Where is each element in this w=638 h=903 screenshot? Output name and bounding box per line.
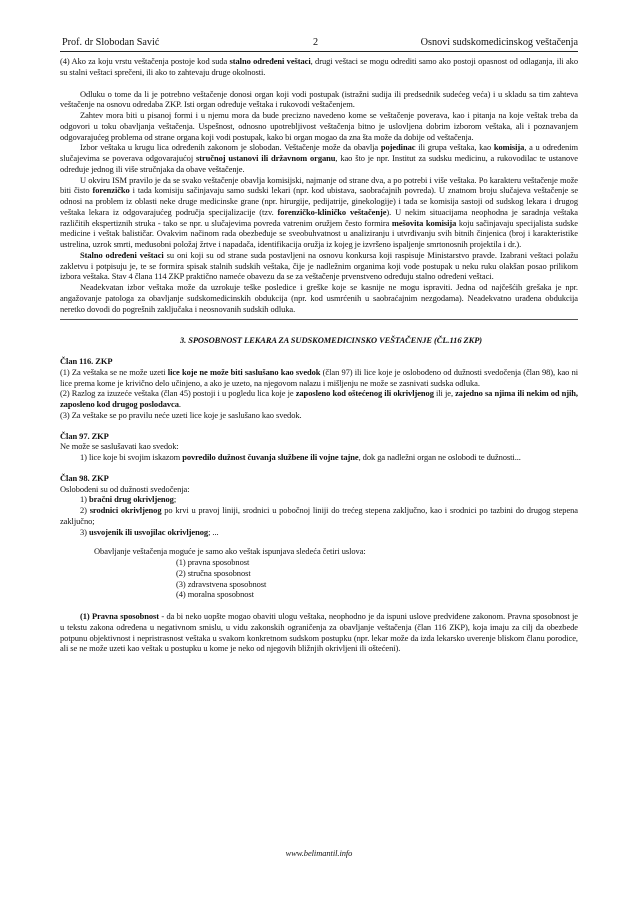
intro-paragraph-6: Stalno određeni veštaci su oni koji su od strane suda postavljeni na osnovu konkursa koji raspisuje Ministarstvo pravde. Izabrani veštaci polažu zakletvu i potpisuju je, te se formira spisak stalnih sudskih veštaka, čije je nadležnim organima koji vode postupak u neku ruku olakšan posao prilikom izbora veštaka. Stav 4 člana 114 ZKP praktično nameće obavezu da se za veštačenje prvenstveno određuju stalno određeni veštaci. <box>60 249 578 282</box>
intro-paragraph-5: U okviru ISM pravilo je da se svako veštačenje obavlja komisijski, najmanje od strane dva, a po potrebi i više veštaka. Po karakteru veštačenje može biti čisto forenzičko i tada komisiju sačinjavaju samo sudski lekari (npr. kod ubistava, saobraćajnih povreda). U znatnom broju slučajeva veštačenje se odnosi na problem iz oblasti neke druge medicinske grane (npr. hirurgije, pedijatrije, ginekologije) i tada se komisija sastoji od sudskog lekara i drugog veštaka lekara iz odgovarajućeg područja specijalizacije (tzv. forenzičko-kliničko veštačenje). U nekim situacijama neophodna je saradnja veštaka različitih ekspertiznih struka - tako se npr. u slučajevima povreda vatrenim oružjem često formira mešovita komisija koju sačinjavaju specijalista sudske medicine i veštak balističar. Ovakvim načinom rada obezbeđuje se sveobuhvatnost u analiziranju i utvrđivanju svih bitnih činjenica (broj i karakteristike ustrelina, uzrok smrti, međusobni položaj žrtve i napadača, identifikacija oružja iz kojeg je izvršeno ispaljenje smrtonosnih projektila i dr.). <box>60 174 579 249</box>
header-author: Prof. dr Slobodan Savić <box>62 37 160 48</box>
article-116-paragraph-2: (2) Razlog za izuzeće veštaka (član 45) postoji i u pogledu lica koje je zaposleno kod oštećenog ili okrivljenog ili je, zajedno sa njima ili nekim od njih, zaposleno kod drugog poslodavca. <box>60 388 578 409</box>
intro-paragraph-1: (4) Ako za koju vrstu veštačenja postoje kod suda stalno određeni veštaci, drugi veštaci se mogu odrediti samo ako postoji opasnost od odlaganja, ili ako su stalni veštaci sprečeni, ili ako to zahtevaju druge okolnosti. <box>60 56 578 77</box>
conditions-lead: Obavljanje veštačenja moguće je samo ako veštak ispunjava sledeća četiri uslova: <box>94 546 366 557</box>
document-body <box>60 56 578 654</box>
condition-item: (3) zdravstvena sposobnost <box>176 578 267 589</box>
header-title: Osnovi sudskomedicinskog veštačenja <box>420 37 578 48</box>
article-116-heading: Član 116. ZKP <box>60 356 113 366</box>
article-97-heading: Član 97. ZKP <box>60 430 109 441</box>
article-116-paragraph-1: (1) Za veštaka se ne može uzeti lice koje ne može biti saslušano kao svedok (član 97) ili lice koje je oslobođeno od dužnosti svedočenja (član 98), kao ni lice prema kome je krivično delo učinjeno, a ako je uzeto, na njegovom nalazu i mišljenju ne može se zasnivati sudska odluka. <box>60 366 579 388</box>
article-98-heading: Član 98. ZKP <box>60 472 109 483</box>
intro-paragraph-4: Izbor veštaka u krugu lica određenih zakonom je slobodan. Veštačenje može da obavlja pojedinac ili grupa veštaka, kao komisija, a u određenim slučajevima se poverava odgovarajućoj stručnoj ustanovi ili državnom organu, kao što je npr. Institut za sudsku medicinu, a rukovodilac te ustanove određuje jednog ili više stručnjaka da obave veštačenje. <box>60 142 578 174</box>
article-98-lead: Oslobođeni su od dužnosti svedočenja: <box>60 483 190 494</box>
intro-paragraph-7: Neadekvatan izbor veštaka može da uzrokuje teške posledice i greške koje se kasnije ne mogu ispraviti. Jedna od najčešćih grešaka je npr. angažovanje patologa za obavljanje sudskomedicinskih obdukcija (npr. kod usmrćenih u saobraćajnim nezgodama). Neadekvatno urađena obdukcija neretko dovodi do pogrešnih zaključaka i neosnovanih sudskih odluka. <box>60 282 578 314</box>
header-page-number: 2 <box>313 37 319 48</box>
header-rule <box>60 51 578 52</box>
article-97-item-1: 1) lice koje bi svojim iskazom povredilo dužnost čuvanja službene ili vojne tajne, dok ga nadležni organ ne oslobodi te dužnosti... <box>80 452 521 462</box>
condition-item: (2) stručna sposobnost <box>176 567 251 578</box>
article-98-item-1: 1) bračni drug okrivljenog; <box>80 494 177 505</box>
article-97-lead: Ne može se saslušavati kao svedok: <box>60 441 179 452</box>
legal-capacity-paragraph: (1) Pravna sposobnost - da bi neko uopšte mogao obaviti ulogu veštaka, neophodno je da ispuni uslove predviđene zakonom. Pravna sposobnost je u tekstu zakona određena u negativnom smislu, u vidu zakonskih ograničenja za obavljanje veštačenja (član 116 ZKP), koja imaju za cilj da obezbede potpunu objektivnost i nepristrasnost veštaka u svakom konkretnom sudskom postupku (npr. lekar može da izda lekarsko uverenje bliskom članu porodice, ali se ne može uzeti kao veštak u postupku u kome je neko od njegovih bližnjih okrivljeni ili oštećeni). <box>60 611 578 654</box>
condition-item: (1) pravna sposobnost <box>176 557 250 567</box>
footer-url: www.belimantil.info <box>285 848 353 858</box>
intro-paragraph-2: Odluku o tome da li je potrebno veštačenje donosi organ koji vodi postupak (istražni sudija ili predsednik sudećeg veća) i u skladu sa tim zahteva veštačenje na osnovu odredaba ZKP. Isti organ određuje veštaka i rukovodi veštačenjem. <box>60 88 578 110</box>
article-98-item-2: 2) srodnici okrivljenog po krvi u pravoj liniji, srodnici u pobočnoj liniji do trećeg stepena zaključno, kao i srodnici po tazbini do drugog stepena zaključno; <box>60 505 578 526</box>
section-divider <box>60 314 578 324</box>
intro-paragraph-3: Zahtev mora biti u pisanoj formi i u njemu mora da bude precizno navedeno kome se veštačenje poverava, kao i pitanja na koje veštak treba da odgovori u toku obavljanja veštačenja. Uspešnost, odnosno upotrebljivost veštačenja bitno je uslovljena dobrim izborom veštaka, ali i poznavanjem odgovarajućeg problema od strane organa koji vodi postupak, kako bi organ mogao da zna šta može da dobije od veštačenja. <box>60 110 578 142</box>
section-heading: 3. SPOSOBNOST LEKARA ZA SUDSKOMEDICINSKO VEŠTAČENJE (ČL.116 ZKP) <box>179 335 483 346</box>
article-116-paragraph-3: (3) Za veštake se po pravilu neće uzeti lice koje je saslušano kao svedok. <box>60 409 302 420</box>
article-98-item-3: 3) usvojenik ili usvojilac okrivljenog; ... <box>80 526 219 537</box>
condition-item: (4) moralna sposobnost <box>176 589 254 600</box>
